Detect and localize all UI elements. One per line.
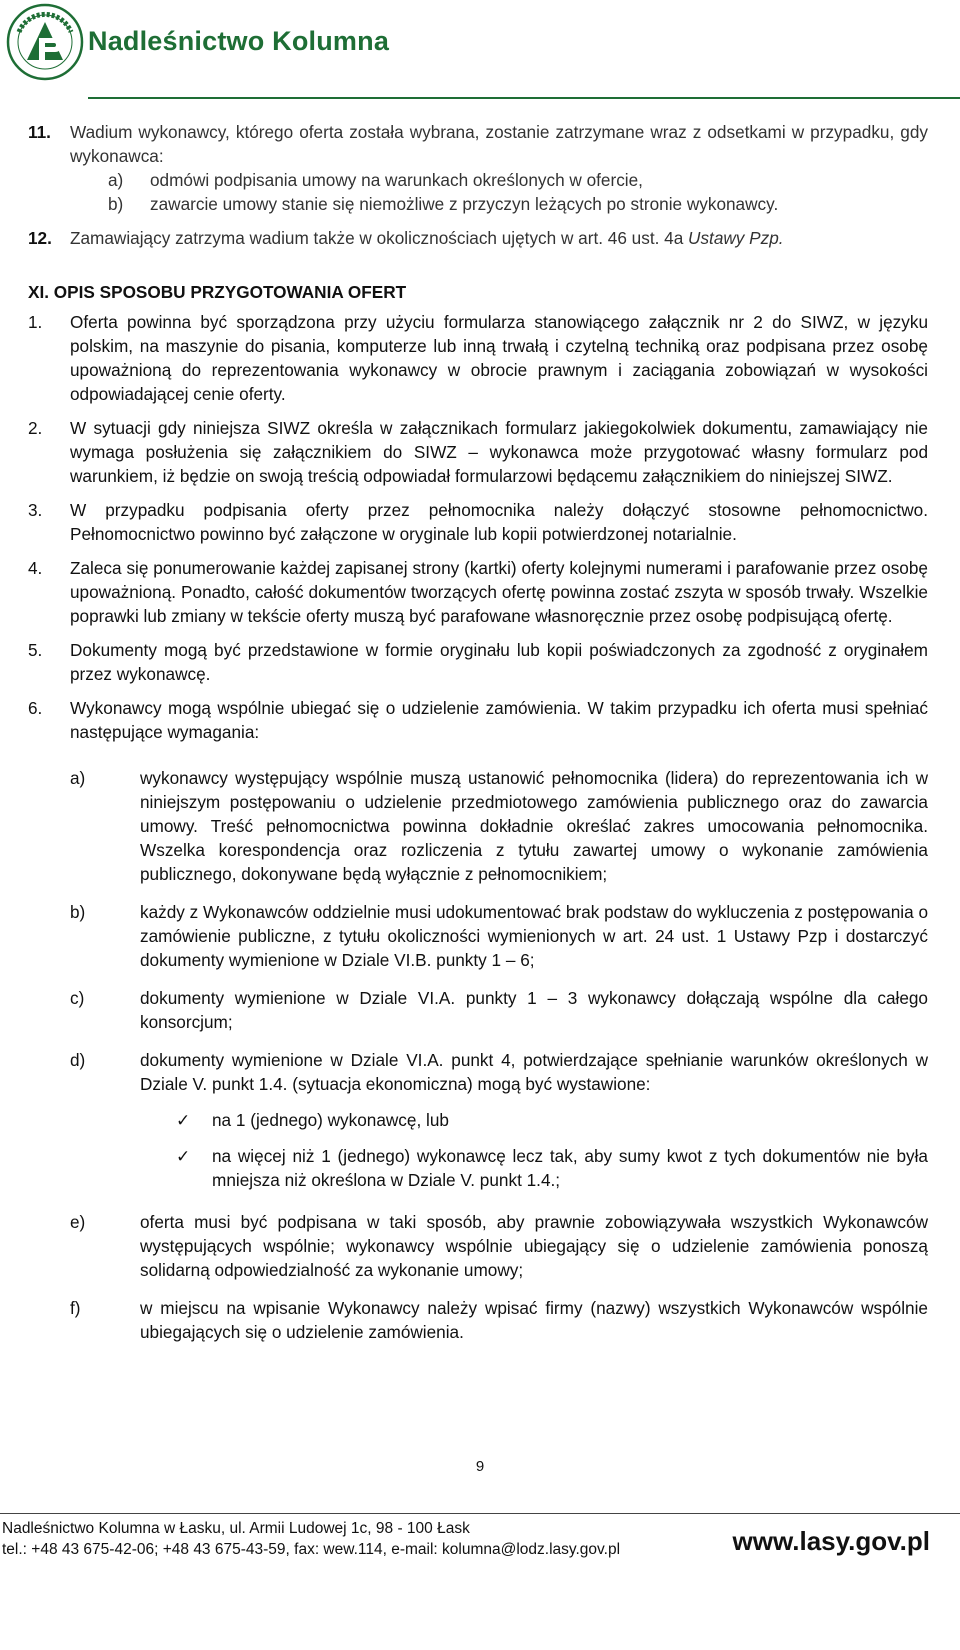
alpha-item [70, 1296, 928, 1344]
sub-label: b) [108, 194, 124, 214]
list-item [28, 638, 928, 686]
item-text-main: Zamawiający zatrzyma wadium także w okolicznościach ujętych w art. 46 ust. 4a [70, 228, 684, 248]
item-text: Oferta powinna być sporządzona przy użyciu formularza stanowiącego załącznik nr 2 do SIWZ, w języku polskim, na maszynie do pisania, komputerze lub inną trwałą i czytelną techniką oraz podpisana przez osobę upoważnioną do reprezentowania wykonawcy w obrocie prawnym i zaciągania zobowiązań w wysokości odpowiadającej cenie oferty. [70, 312, 928, 404]
footer-contact: tel.: +48 43 675-42-06; +48 43 675-43-59, fax: wew.114, e-mail: kolumna@lodz.lasy.gov.pl [2, 1541, 621, 1558]
lasy-panstwowe-logo-icon [5, 2, 85, 82]
item-text: Wykonawcy mogą wspólnie ubiegać się o udzielenie zamówienia. W takim przypadku ich oferta musi spełniać następujące wymagania: [70, 698, 928, 742]
checkmark-icon: ✓ [176, 1110, 191, 1130]
check-text: na więcej niż 1 (jednego) wykonawcę lecz tak, aby sumy kwot z tych dokumentów nie była mniejsza niż określona w Dziale V. punkt 1.4.; [212, 1146, 928, 1190]
alpha-item [70, 900, 928, 972]
list-item-12 [28, 226, 928, 250]
list-item [28, 310, 928, 406]
header-divider [88, 97, 960, 99]
list-item-11 [28, 120, 928, 168]
alpha-text: dokumenty wymienione w Dziale VI.A. punkt 4, potwierdzające spełnianie warunków określonych w Dziale V. punkt 1.4. (sytuacja ekonomiczna) mogą być wystawione: [140, 1050, 928, 1094]
alpha-item [70, 766, 928, 886]
footer-website-link[interactable]: www.lasy.gov.pl [732, 1526, 930, 1556]
alpha-label: c) [70, 988, 85, 1008]
check-item [176, 1144, 928, 1192]
item-number: 4. [28, 558, 43, 578]
check-text: na 1 (jednego) wykonawcę, lub [212, 1110, 449, 1130]
item-text: W przypadku podpisania oferty przez pełnomocnika należy dołączyć stosowne pełnomocnictwo. Pełnomocnictwo powinno być załączone w oryginale lub kopii potwierdzonej notarialnie. [70, 500, 928, 544]
list-item [28, 416, 928, 488]
alpha-label: e) [70, 1212, 86, 1232]
page-number: 9 [475, 1458, 485, 1475]
item-text [70, 226, 928, 250]
item-number: 1. [28, 312, 43, 332]
sub-label: a) [108, 170, 124, 190]
alpha-text: każdy z Wykonawców oddzielnie musi udokumentować brak podstaw do wykluczenia z postępowania o zamówienie publiczne, z tytułu okoliczności wymienionych w art. 24 ust. 1 Ustawy Pzp i dostarczyć dokumenty wymienione w Dziale VI.B. punkty 1 – 6; [140, 902, 929, 970]
section-heading: XI. OPIS SPOSOBU PRZYGOTOWANIA OFERT [28, 282, 407, 302]
sub-text: zawarcie umowy stanie się niemożliwe z przyczyn leżących po stronie wykonawcy. [150, 194, 779, 214]
item-text: Dokumenty mogą być przedstawione w formie oryginału lub kopii poświadczonych za zgodność z oryginałem przez wykonawcę. [70, 640, 928, 684]
item-text: Wadium wykonawcy, którego oferta została wybrana, zostanie zatrzymane wraz z odsetkami w przypadku, gdy wykonawca: [70, 122, 928, 166]
alpha-text: oferta musi być podpisana w taki sposób, aby prawnie zobowiązywała wszystkich Wykonawców występujących wspólnie; wykonawcy wspólnie ubiegający się o udzielenie zamówienia ponoszą solidarną odpowiedzialność za wykonanie umowy; [140, 1212, 928, 1280]
list-item [28, 696, 928, 744]
alpha-text: w miejscu na wpisanie Wykonawcy należy wpisać firmy (nazwy) wszystkich Wykonawców wspólnie ubiegających się o udzielenie zamówienia. [140, 1298, 928, 1342]
item-text: W sytuacji gdy niniejsza SIWZ określa w załącznikach formularz jakiegokolwiek dokumentu, zamawiający nie wymaga posłużenia się załącznikiem do SIWZ – wykonawca może przygotować własny formularz pod warunkiem, iż będzie on swoją treścią odpowiadał formularzowi będącemu załącznikiem do niniejszej SIWZ. [70, 418, 928, 486]
document-body [28, 120, 928, 1344]
item-number: 11. [28, 122, 51, 142]
list-item [28, 556, 928, 628]
footer-address: Nadleśnictwo Kolumna w Łasku, ul. Armii Ludowej 1c, 98 - 100 Łask [2, 1520, 470, 1537]
footer-divider [0, 1513, 960, 1514]
list-item [28, 498, 928, 546]
sub-text: odmówi podpisania umowy na warunkach określonych w ofercie, [150, 170, 643, 190]
alpha-label: a) [70, 768, 86, 788]
item-text-italic: Ustawy Pzp. [688, 228, 784, 248]
sub-item-b [108, 192, 928, 216]
brand-title: Nadleśnictwo Kolumna [88, 26, 390, 56]
alpha-item [70, 1210, 928, 1282]
page-header [0, 0, 960, 104]
alpha-label: f) [70, 1298, 81, 1318]
alpha-item [70, 986, 928, 1034]
item-text: Zaleca się ponumerowanie każdej zapisanej strony (kartki) oferty kolejnymi numerami i parafowanie przez osobę upoważnioną. Ponadto, całość dokumentów tworzących ofertę powinna zostać zszyta w sposób trwały. Wszelkie poprawki lub zmiany w tekście oferty muszą być parafowane własnoręcznie przez osobę podpisującą ofertę. [70, 558, 928, 626]
item-number: 2. [28, 418, 43, 438]
item-number: 5. [28, 640, 43, 660]
item-number: 3. [28, 500, 43, 520]
item-number: 6. [28, 698, 43, 718]
sub-item-a [108, 168, 928, 192]
alpha-item [70, 1048, 928, 1096]
alpha-text: dokumenty wymienione w Dziale VI.A. punkty 1 – 3 wykonawcy dołączają wspólne dla całego konsorcjum; [140, 988, 928, 1032]
checkmark-icon: ✓ [176, 1146, 191, 1166]
alpha-label: b) [70, 902, 86, 922]
check-item [176, 1108, 928, 1132]
alpha-label: d) [70, 1050, 86, 1070]
alpha-text: wykonawcy występujący wspólnie muszą ustanowić pełnomocnika (lidera) do reprezentowania ich w niniejszym postępowaniu o udzielenie przedmiotowego zamówienia publicznego oraz do zawarcia umowy. Treść pełnomocnictwa powinna dokładnie określać zakres umocowania pełnomocnika. Wszelka korespondencja oraz rozliczenia z tytułu zawartej umowy o wykonanie zamówienia publicznego, dokonywane będą wyłącznie z pełnomocnikiem; [140, 768, 928, 884]
item-number: 12. [28, 228, 52, 248]
